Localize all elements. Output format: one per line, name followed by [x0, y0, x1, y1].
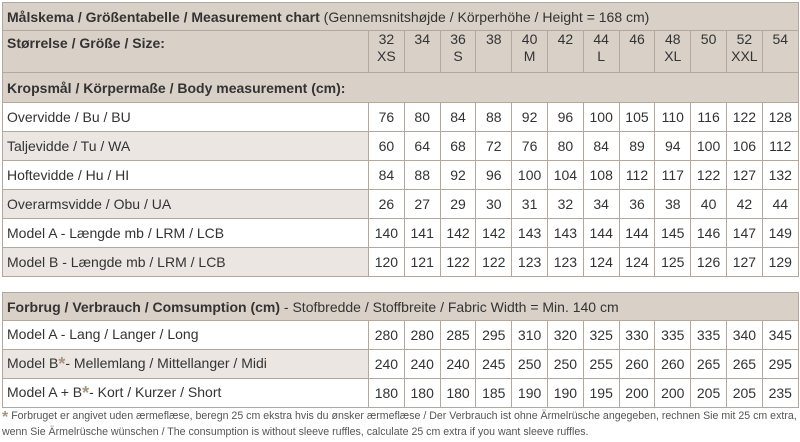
value-cell: 122 — [691, 161, 727, 190]
size-letter: XS — [377, 48, 396, 64]
value-cell: 96 — [476, 161, 512, 190]
value-cell: 190 — [547, 379, 583, 408]
size-number: 42 — [557, 31, 574, 47]
footnote — [2, 409, 798, 439]
value-cell: 29 — [440, 190, 476, 219]
value-cell: 80 — [404, 103, 440, 132]
size-number: 40 — [521, 31, 538, 47]
size-cell — [583, 31, 619, 73]
value-cell: 240 — [404, 350, 440, 379]
value-cell: 295 — [762, 350, 798, 379]
footnote-text: Forbruget er angivet uden ærmeflæse, beregn 25 cm ekstra hvis du ønsker ærmeflæse / Der Verbrauch ist ohne Ärmelrüsche angegeben, rechnen Sie mit 25 cm extra, wenn Sie Ärmelrüsche wünschen / The consumption is without sleeve ruffles, calculate 25 cm extra if you want sleeve ruffles. — [2, 410, 797, 438]
value-cell: 36 — [619, 190, 655, 219]
value-cell: 127 — [726, 161, 762, 190]
measurement-title-row — [3, 3, 799, 31]
consumption-title-row — [3, 293, 799, 321]
row-label: Hoftevidde / Hu / HI — [3, 161, 369, 190]
size-row — [3, 31, 799, 73]
value-cell: 60 — [369, 132, 405, 161]
value-cell: 76 — [512, 132, 548, 161]
value-cell: 84 — [583, 132, 619, 161]
value-cell: 27 — [404, 190, 440, 219]
size-cell — [691, 31, 727, 73]
size-number: 36 — [450, 31, 466, 47]
row-label: Overarmsvidde / Obu / UA — [3, 190, 369, 219]
measurement-subtitle: (Gennemsnitshøjde / Körperhöhe / Height = 168 cm) — [323, 8, 650, 25]
size-number: 34 — [414, 31, 430, 47]
value-cell: 200 — [619, 379, 655, 408]
value-cell: 128 — [762, 103, 798, 132]
value-cell: 72 — [476, 132, 512, 161]
value-cell: 122 — [726, 103, 762, 132]
row-label — [3, 321, 369, 350]
value-cell: 96 — [547, 103, 583, 132]
value-cell: 88 — [476, 103, 512, 132]
table-row — [3, 219, 799, 248]
body-measurement-title-row — [3, 73, 799, 103]
value-cell: 125 — [655, 248, 691, 277]
value-cell: 180 — [404, 379, 440, 408]
size-cell — [655, 31, 691, 73]
value-cell: 280 — [404, 321, 440, 350]
value-cell: 84 — [369, 161, 405, 190]
consumption-title-cell — [3, 293, 799, 321]
size-label: Størrelse / Größe / Size: — [3, 31, 369, 73]
value-cell: 120 — [369, 248, 405, 277]
value-cell: 145 — [655, 219, 691, 248]
value-cell: 335 — [691, 321, 727, 350]
value-cell: 106 — [726, 132, 762, 161]
value-cell: 26 — [369, 190, 405, 219]
size-cell — [726, 31, 762, 73]
value-cell: 250 — [512, 350, 548, 379]
size-cell — [440, 31, 476, 73]
row-label-length: - Kort / Kurzer / Short — [89, 383, 222, 400]
size-number: 44 — [593, 31, 609, 47]
value-cell: 180 — [440, 379, 476, 408]
value-cell: 122 — [476, 248, 512, 277]
size-number: 38 — [486, 31, 502, 47]
value-cell: 180 — [369, 379, 405, 408]
row-label-model: Model A - Lang / Langer / Long — [7, 325, 199, 342]
value-cell: 295 — [476, 321, 512, 350]
value-cell: 123 — [547, 248, 583, 277]
asterisk-icon: * — [82, 382, 90, 403]
row-label: Overvidde / Bu / BU — [3, 103, 369, 132]
size-number: 52 — [736, 31, 753, 47]
value-cell: 330 — [619, 321, 655, 350]
size-cell — [547, 31, 583, 73]
footnote-star-icon: * — [2, 409, 9, 426]
value-cell: 143 — [547, 219, 583, 248]
value-cell: 149 — [762, 219, 798, 248]
value-cell: 122 — [440, 248, 476, 277]
value-cell: 310 — [512, 321, 548, 350]
value-cell: 92 — [512, 103, 548, 132]
measurement-title: Målskema / Größentabelle / Measurement chart — [7, 8, 320, 25]
table-row — [3, 350, 799, 379]
value-cell: 84 — [440, 103, 476, 132]
value-cell: 44 — [762, 190, 798, 219]
table-row — [3, 190, 799, 219]
value-cell: 38 — [655, 190, 691, 219]
value-cell: 104 — [547, 161, 583, 190]
value-cell: 141 — [404, 219, 440, 248]
consumption-subtitle: - Stofbredde / Stoffbreite / Fabric Width = Min. 140 cm — [283, 298, 619, 315]
value-cell: 80 — [547, 132, 583, 161]
value-cell: 147 — [726, 219, 762, 248]
value-cell: 89 — [619, 132, 655, 161]
value-cell: 32 — [547, 190, 583, 219]
value-cell: 92 — [440, 161, 476, 190]
value-cell: 142 — [476, 219, 512, 248]
value-cell: 124 — [583, 248, 619, 277]
value-cell: 335 — [655, 321, 691, 350]
size-cell — [369, 31, 405, 73]
value-cell: 121 — [404, 248, 440, 277]
value-cell: 88 — [404, 161, 440, 190]
size-letter: M — [523, 48, 536, 64]
value-cell: 126 — [691, 248, 727, 277]
size-cell — [762, 31, 798, 73]
table-row — [3, 321, 799, 350]
value-cell: 40 — [691, 190, 727, 219]
value-cell: 132 — [762, 161, 798, 190]
value-cell: 200 — [655, 379, 691, 408]
asterisk-icon: * — [58, 353, 66, 374]
size-cell — [404, 31, 440, 73]
value-cell: 285 — [440, 321, 476, 350]
value-cell: 185 — [476, 379, 512, 408]
body-measurement-title: Kropsmål / Körpermaße / Body measurement (cm): — [3, 73, 799, 103]
value-cell: 144 — [583, 219, 619, 248]
value-cell: 240 — [369, 350, 405, 379]
value-cell: 245 — [476, 350, 512, 379]
value-cell: 100 — [583, 103, 619, 132]
size-number: 32 — [378, 31, 395, 47]
size-letter: XL — [664, 48, 682, 64]
value-cell: 345 — [762, 321, 798, 350]
size-number: 50 — [700, 31, 717, 47]
size-cell — [476, 31, 512, 73]
value-cell: 124 — [619, 248, 655, 277]
size-letter: L — [597, 48, 606, 64]
measurement-table — [2, 2, 799, 277]
row-label: Taljevidde / Tu / WA — [3, 132, 369, 161]
table-row — [3, 379, 799, 408]
value-cell: 205 — [726, 379, 762, 408]
size-letter: XXL — [731, 48, 758, 64]
consumption-table — [2, 292, 799, 408]
value-cell: 144 — [619, 219, 655, 248]
row-label-model: Model A + B — [7, 383, 83, 400]
value-cell: 68 — [440, 132, 476, 161]
value-cell: 105 — [619, 103, 655, 132]
value-cell: 64 — [404, 132, 440, 161]
value-cell: 30 — [476, 190, 512, 219]
row-label: Model B - Længde mb / LRM / LCB — [3, 248, 369, 277]
value-cell: 195 — [583, 379, 619, 408]
size-cell — [512, 31, 548, 73]
consumption-title: Forbrug / Verbrauch / Comsumption (cm) — [7, 298, 281, 315]
value-cell: 190 — [512, 379, 548, 408]
value-cell: 108 — [583, 161, 619, 190]
value-cell: 265 — [726, 350, 762, 379]
value-cell: 123 — [512, 248, 548, 277]
value-cell: 255 — [583, 350, 619, 379]
value-cell: 143 — [512, 219, 548, 248]
value-cell: 34 — [583, 190, 619, 219]
table-row — [3, 103, 799, 132]
row-label-length: - Mellemlang / Mittellanger / Midi — [65, 354, 267, 371]
value-cell: 260 — [655, 350, 691, 379]
value-cell: 142 — [440, 219, 476, 248]
row-label — [3, 350, 369, 379]
value-cell: 260 — [619, 350, 655, 379]
table-row — [3, 132, 799, 161]
value-cell: 116 — [691, 103, 727, 132]
value-cell: 42 — [726, 190, 762, 219]
row-label: Model A - Længde mb / LRM / LCB — [3, 219, 369, 248]
table-row — [3, 161, 799, 190]
value-cell: 325 — [583, 321, 619, 350]
value-cell: 100 — [691, 132, 727, 161]
value-cell: 117 — [655, 161, 691, 190]
value-cell: 112 — [619, 161, 655, 190]
size-number: 48 — [664, 31, 681, 47]
value-cell: 129 — [762, 248, 798, 277]
row-label-model: Model B — [7, 354, 59, 371]
measurement-title-cell — [3, 3, 799, 31]
size-number: 54 — [772, 31, 789, 47]
value-cell: 205 — [691, 379, 727, 408]
value-cell: 100 — [512, 161, 548, 190]
value-cell: 76 — [369, 103, 405, 132]
value-cell: 280 — [369, 321, 405, 350]
value-cell: 265 — [691, 350, 727, 379]
value-cell: 110 — [655, 103, 691, 132]
size-letter: S — [453, 48, 463, 64]
value-cell: 250 — [547, 350, 583, 379]
value-cell: 235 — [762, 379, 798, 408]
table-row — [3, 248, 799, 277]
value-cell: 94 — [655, 132, 691, 161]
value-cell: 146 — [691, 219, 727, 248]
size-cell — [619, 31, 655, 73]
value-cell: 240 — [440, 350, 476, 379]
size-number: 46 — [629, 31, 645, 47]
value-cell: 127 — [726, 248, 762, 277]
value-cell: 340 — [726, 321, 762, 350]
value-cell: 320 — [547, 321, 583, 350]
row-label — [3, 379, 369, 408]
value-cell: 31 — [512, 190, 548, 219]
value-cell: 112 — [762, 132, 798, 161]
value-cell: 140 — [369, 219, 405, 248]
